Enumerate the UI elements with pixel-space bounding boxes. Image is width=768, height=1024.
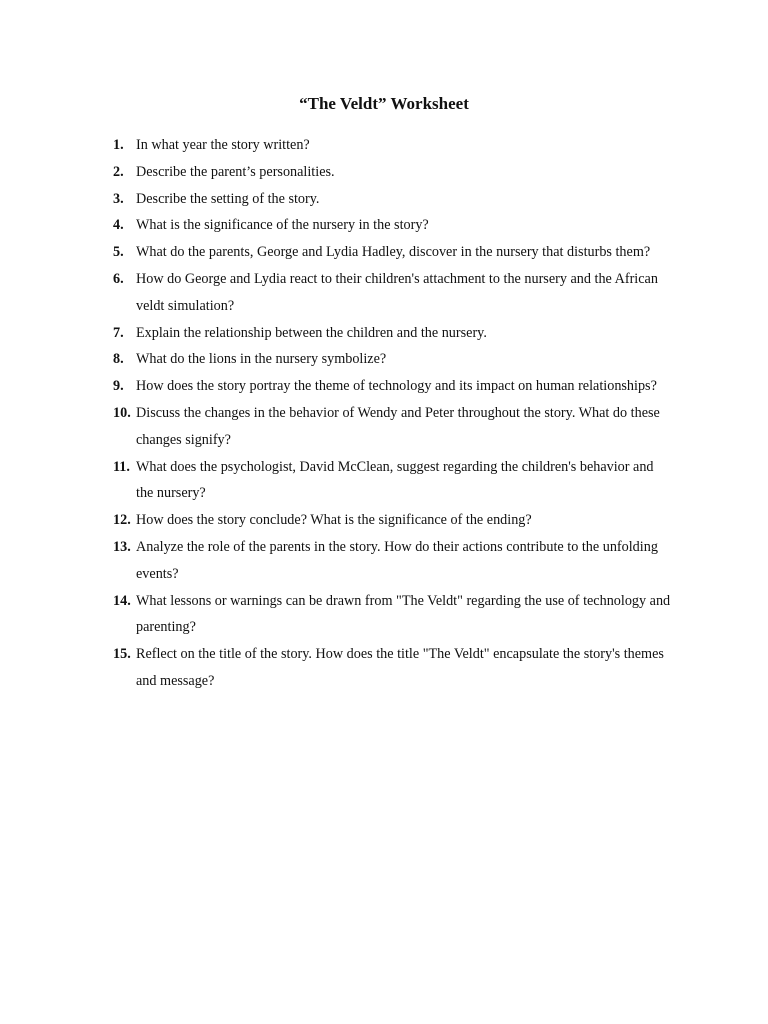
question-item <box>113 132 673 159</box>
question-item <box>113 507 673 534</box>
question-number: 5. <box>113 244 124 261</box>
question-item <box>113 186 673 213</box>
question-text: Describe the setting of the story. <box>136 190 320 207</box>
question-number: 10. <box>113 404 131 421</box>
question-text: What is the significance of the nursery in the story? <box>136 217 429 234</box>
question-item <box>113 212 673 239</box>
question-item <box>113 588 673 642</box>
question-text: Explain the relationship between the children and the nursery. <box>136 324 487 341</box>
question-item <box>113 454 673 508</box>
question-item <box>113 641 673 695</box>
question-item <box>113 159 673 186</box>
worksheet-title: “The Veldt” Worksheet <box>299 94 469 113</box>
question-text: Describe the parent’s personalities. <box>136 163 335 180</box>
question-number: 1. <box>113 137 124 153</box>
question-number: 6. <box>113 270 124 287</box>
question-text: Discuss the changes in the behavior of Wendy and Peter throughout the story. What do these changes signify? <box>136 404 660 448</box>
question-item <box>113 346 673 373</box>
question-text: What does the psychologist, David McClean, suggest regarding the children's behavior and the nursery? <box>136 458 654 502</box>
question-number: 12. <box>113 512 131 529</box>
question-number: 7. <box>113 324 124 341</box>
question-text: What lessons or warnings can be drawn from "The Veldt" regarding the use of technology and parenting? <box>136 592 671 636</box>
question-item <box>113 266 673 320</box>
question-number: 15. <box>113 646 131 663</box>
question-text: How does the story portray the theme of technology and its impact on human relationships? <box>136 378 657 395</box>
question-number: 2. <box>113 163 124 180</box>
question-item <box>113 534 673 588</box>
question-text: What do the parents, George and Lydia Hadley, discover in the nursery that disturbs them? <box>136 244 651 261</box>
question-number: 11. <box>113 458 130 475</box>
question-item <box>113 239 673 266</box>
question-number: 13. <box>113 538 131 555</box>
question-text: What do the lions in the nursery symbolize? <box>136 351 387 368</box>
question-number: 3. <box>113 190 124 207</box>
question-item <box>113 373 673 400</box>
question-number: 9. <box>113 378 124 395</box>
question-number: 4. <box>113 217 124 234</box>
question-item <box>113 400 673 454</box>
question-text: Analyze the role of the parents in the story. How do their actions contribute to the unfolding events? <box>136 538 658 582</box>
question-text: How does the story conclude? What is the significance of the ending? <box>136 512 532 529</box>
question-text: How do George and Lydia react to their children's attachment to the nursery and the African veldt simulation? <box>136 270 658 314</box>
question-item <box>113 320 673 347</box>
question-number: 14. <box>113 592 131 609</box>
question-text: Reflect on the title of the story. How does the title "The Veldt" encapsulate the story's themes and message? <box>136 646 664 689</box>
question-text: In what year the story written? <box>136 137 310 153</box>
question-number: 8. <box>113 351 124 368</box>
question-list <box>113 132 673 695</box>
